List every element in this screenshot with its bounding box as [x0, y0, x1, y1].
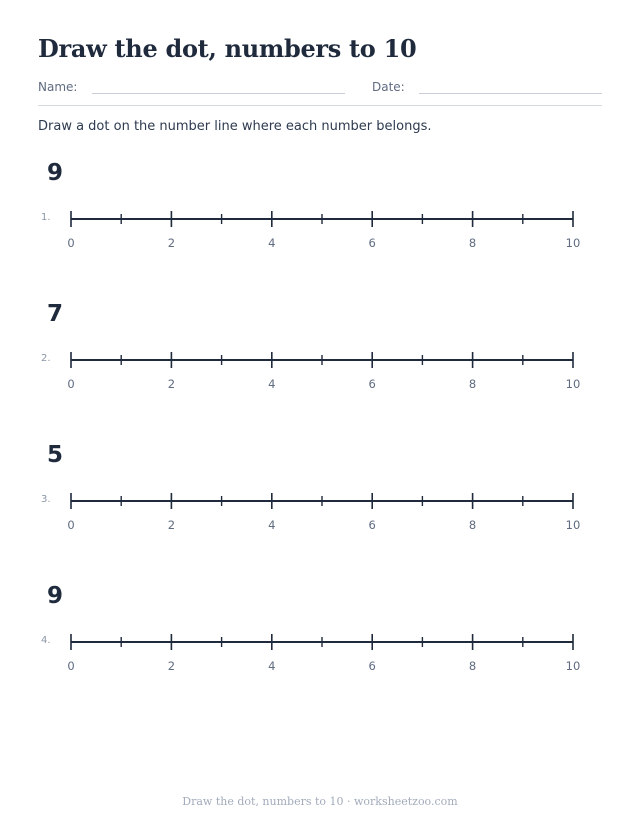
- tick-label: 6: [368, 236, 376, 250]
- tick-label: 10: [565, 377, 581, 391]
- target-number: 7: [47, 301, 64, 327]
- header-divider: [38, 105, 602, 106]
- tick-label: 2: [167, 236, 176, 250]
- tick-label: 6: [368, 377, 376, 391]
- tick-label: 4: [268, 236, 276, 250]
- tick-label: 10: [565, 518, 581, 532]
- date-field[interactable]: [419, 93, 602, 94]
- number-line[interactable]: [0, 583, 640, 693]
- tick-label: 4: [268, 659, 276, 673]
- tick-label: 8: [468, 518, 477, 532]
- number-line[interactable]: [0, 442, 640, 552]
- tick-label: 0: [67, 236, 75, 250]
- tick-label: 2: [167, 518, 176, 532]
- tick-label: 8: [468, 236, 477, 250]
- tick-label: 10: [565, 236, 581, 250]
- worksheet-title: Draw the dot, numbers to 10: [38, 34, 417, 63]
- date-label: Date:: [372, 80, 405, 94]
- tick-label: 0: [67, 518, 75, 532]
- tick-label: 4: [268, 377, 276, 391]
- tick-label: 0: [67, 659, 75, 673]
- instructions: Draw a dot on the number line where each number belongs.: [38, 119, 432, 134]
- problem-1: [0, 160, 640, 270]
- problem-index: 2.: [41, 353, 51, 364]
- problem-index: 4.: [41, 635, 51, 646]
- target-number: 5: [47, 442, 64, 468]
- problem-index: 1.: [41, 212, 51, 223]
- problem-3: [0, 442, 640, 552]
- name-field[interactable]: [92, 93, 345, 94]
- tick-label: 2: [167, 377, 176, 391]
- tick-label: 0: [67, 377, 75, 391]
- name-label: Name:: [38, 80, 78, 94]
- target-number: 9: [47, 160, 64, 186]
- number-line[interactable]: [0, 301, 640, 411]
- problem-2: [0, 301, 640, 411]
- tick-label: 8: [468, 377, 477, 391]
- number-line[interactable]: [0, 160, 640, 270]
- tick-label: 10: [565, 659, 581, 673]
- target-number: 9: [47, 583, 64, 609]
- tick-label: 2: [167, 659, 176, 673]
- footer: Draw the dot, numbers to 10 · worksheetzoo.com: [182, 795, 458, 808]
- problem-4: [0, 583, 640, 693]
- problem-index: 3.: [41, 494, 51, 505]
- tick-label: 8: [468, 659, 477, 673]
- tick-label: 6: [368, 518, 376, 532]
- tick-label: 6: [368, 659, 376, 673]
- tick-label: 4: [268, 518, 276, 532]
